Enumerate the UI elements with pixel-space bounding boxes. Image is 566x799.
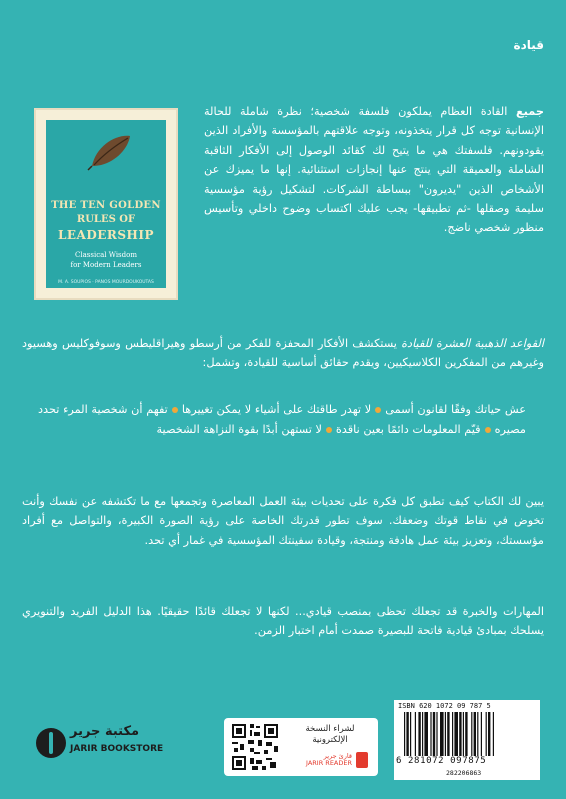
jarir-logo-mark-icon [36, 728, 66, 758]
closing-paragraph: المهارات والخبرة قد تجعلك تحظى بمنصب قيادي... لكنها لا تجعلك قائدًا حقيقيًا. هذا الدليل الفريد والتنويري يسلحك بمبادئ قيادية فاتحة للبصيرة صمدت أمام اختبار الزمن. [22, 605, 544, 638]
jarir-reader-label [306, 753, 352, 767]
rule-item: قيّم المعلومات دائمًا بعين ناقدة [335, 423, 481, 436]
barcode-number: 6 281072 097875 [396, 756, 487, 766]
isbn-text: ISBN 620 1072 09 787 5 [398, 702, 491, 710]
bullet-dot-icon [172, 407, 178, 413]
seed-icon [86, 132, 136, 172]
jarir-reader-icon [356, 752, 368, 768]
cover-subtitle-line2: for Modern Leaders [70, 261, 142, 269]
summary-paragraph [22, 334, 544, 373]
cover-title-line3: LEADERSHIP [57, 228, 155, 242]
rule-item: لا تهدر طاقتك على أشياء لا يمكن تغييرها [181, 403, 372, 416]
rules-list [38, 400, 526, 440]
cover-authors: M. A. SOUPIOS · PANOS MOURDOUKOUTAS [58, 280, 154, 285]
internal-code: 282206863 [446, 769, 482, 777]
jarir-reader-badge [292, 752, 368, 768]
book-cover-panel [46, 120, 166, 288]
jarir-logo [32, 716, 164, 776]
publisher-name-ar: مكتبة جرير [70, 724, 140, 739]
rule-item: لا تستهن أبدًا بقوة النزاهة الشخصية [156, 423, 322, 436]
isbn-barcode [394, 700, 540, 780]
summary-text: يستكشف الأفكار المحفزة للفكر من أرسطو وهيراقليطس وسوفوكليس وهسيود وغيرهم من المفكرين الكلاسيكيين، ويقدم حقائق أساسية للقيادة، وتشمل: [22, 337, 544, 370]
cover-subtitle-line1: Classical Wisdom [75, 251, 137, 259]
bullet-dot-icon [326, 427, 332, 433]
cover-title-line2: RULES OF [76, 214, 136, 225]
book-title-inline: القواعد الذهبية العشرة للقيادة [401, 337, 544, 350]
jarir-reader-en: JARIR READER [306, 759, 352, 767]
rule-item: تفهم أن شخصية المرء تحدد مصيره [38, 403, 526, 436]
buy-ebook-text: لشراء النسخة الإلكترونية [305, 724, 355, 745]
publisher-name-en: JARIR BOOKSTORE [70, 744, 164, 754]
intro-text: القادة العظام يملكون فلسفة شخصية؛ نظرة شاملة للحالة الإنسانية توجه كل قرار يتخذونه، وتوجه علاقتهم بالمؤسسة والأفراد الذين يقودونهم. فلسفتك هي ما يتيح لك كقائد الوصول إلى الأفكار الثاقبة الشاملة والعميقة التي ينتج عنها إنجازات استثنائية. إنها ما يميزك عن الأشخاص الذين "يديرون" ببساطة الشركات. لتشكيل رؤية مؤسسية سليمة وصقلها -ثم تطبيقها- يجب عليك اكتساب وضوح داخلي وتأسيس منظور شخصي ناضج. [204, 105, 544, 235]
book-cover-image [34, 108, 178, 300]
bullet-dot-icon [485, 427, 491, 433]
category-label: قيادة [513, 38, 544, 52]
cover-subtitle [46, 250, 166, 270]
rule-item: عش حياتك وفقًا لقانون أسمى [385, 403, 526, 416]
ebook-promo [224, 718, 378, 776]
barcode-icon [400, 712, 534, 756]
jarir-reader-ar: قارئ جرير [323, 752, 352, 760]
cover-title-line1: THE TEN GOLDEN [51, 200, 161, 211]
bullet-dot-icon [375, 407, 381, 413]
qr-code-icon[interactable] [230, 722, 280, 772]
intro-paragraph [204, 102, 544, 238]
intro-lead-word: جميع [515, 105, 544, 118]
application-paragraph: يبين لك الكتاب كيف تطبق كل فكرة على تحديات بيئة العمل المعاصرة وتجمعها مع ما تكتشفه عن نفسك وأنت تخوض في نقاط قوتك وضعفك. سوف تطور قدرتك الخاصة على رؤية الصورة الكبيرة، والتواصل مع أفراد مؤسستك، وتعزيز بيئة عمل هادفة ومنتجة، وقيادة سفينتك المؤسسية في غمار أي تحد. [22, 495, 544, 547]
